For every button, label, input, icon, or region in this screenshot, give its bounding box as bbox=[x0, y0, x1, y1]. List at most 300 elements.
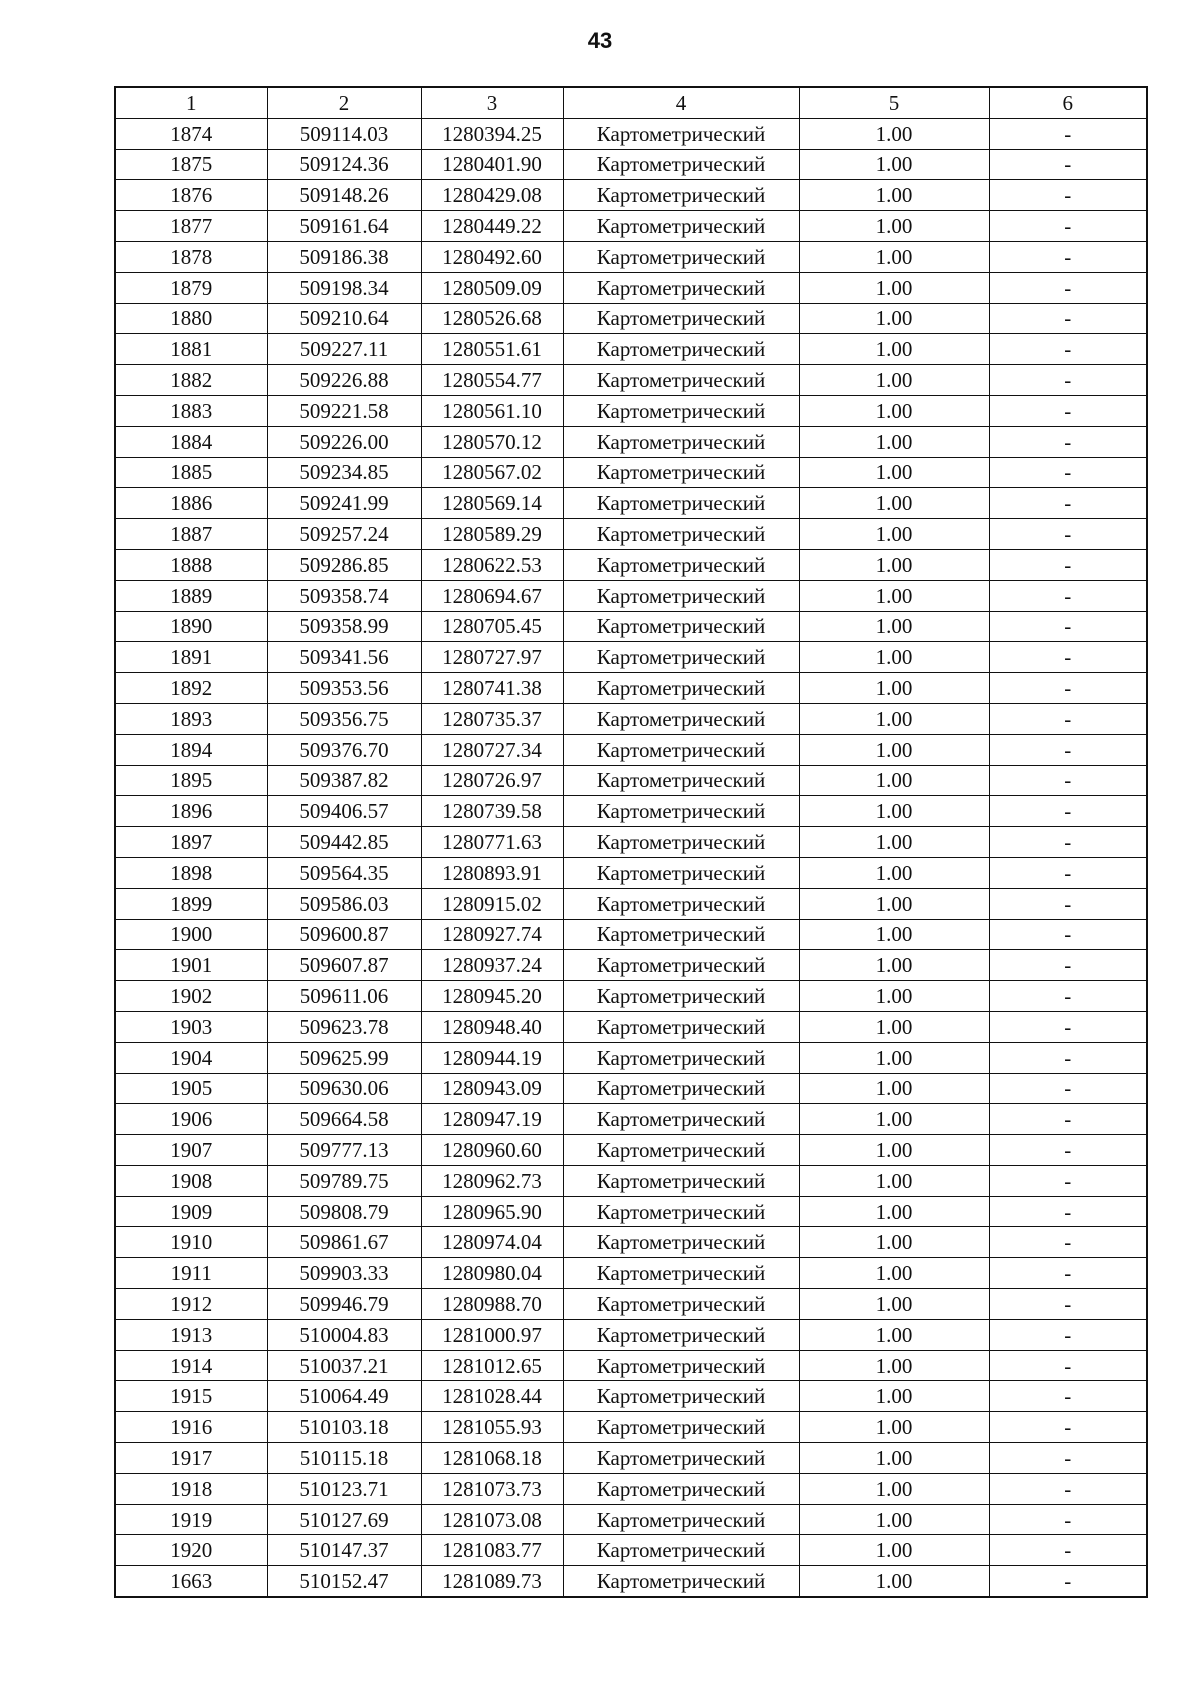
point-number-cell: 1920 bbox=[115, 1535, 267, 1566]
x-coordinate-cell: 509376.70 bbox=[267, 734, 421, 765]
description-cell: - bbox=[989, 1289, 1147, 1320]
point-number-cell: 1883 bbox=[115, 395, 267, 426]
point-number-cell: 1895 bbox=[115, 765, 267, 796]
description-cell: - bbox=[989, 1011, 1147, 1042]
x-coordinate-cell: 509286.85 bbox=[267, 549, 421, 580]
accuracy-cell: 1.00 bbox=[799, 241, 989, 272]
accuracy-cell: 1.00 bbox=[799, 1504, 989, 1535]
point-number-cell: 1910 bbox=[115, 1227, 267, 1258]
x-coordinate-cell: 509946.79 bbox=[267, 1289, 421, 1320]
description-cell: - bbox=[989, 1504, 1147, 1535]
accuracy-cell: 1.00 bbox=[799, 118, 989, 149]
point-number-cell: 1879 bbox=[115, 272, 267, 303]
accuracy-cell: 1.00 bbox=[799, 488, 989, 519]
method-cell: Картометрический bbox=[563, 1135, 799, 1166]
y-coordinate-cell: 1281028.44 bbox=[421, 1381, 563, 1412]
x-coordinate-cell: 509607.87 bbox=[267, 950, 421, 981]
y-coordinate-cell: 1280741.38 bbox=[421, 673, 563, 704]
method-cell: Картометрический bbox=[563, 765, 799, 796]
y-coordinate-cell: 1280570.12 bbox=[421, 426, 563, 457]
x-coordinate-cell: 509611.06 bbox=[267, 981, 421, 1012]
y-coordinate-cell: 1280554.77 bbox=[421, 365, 563, 396]
method-cell: Картометрический bbox=[563, 642, 799, 673]
point-number-cell: 1917 bbox=[115, 1443, 267, 1474]
point-number-cell: 1880 bbox=[115, 303, 267, 334]
point-number-cell: 1909 bbox=[115, 1196, 267, 1227]
description-cell: - bbox=[989, 519, 1147, 550]
table-row bbox=[115, 1381, 1147, 1412]
accuracy-cell: 1.00 bbox=[799, 365, 989, 396]
point-number-cell: 1913 bbox=[115, 1319, 267, 1350]
table-row bbox=[115, 149, 1147, 180]
point-number-cell: 1897 bbox=[115, 827, 267, 858]
x-coordinate-cell: 509356.75 bbox=[267, 703, 421, 734]
description-cell: - bbox=[989, 1319, 1147, 1350]
y-coordinate-cell: 1280739.58 bbox=[421, 796, 563, 827]
point-number-cell: 1906 bbox=[115, 1104, 267, 1135]
description-cell: - bbox=[989, 1443, 1147, 1474]
accuracy-cell: 1.00 bbox=[799, 457, 989, 488]
accuracy-cell: 1.00 bbox=[799, 1042, 989, 1073]
accuracy-cell: 1.00 bbox=[799, 1073, 989, 1104]
x-coordinate-cell: 509623.78 bbox=[267, 1011, 421, 1042]
table-row bbox=[115, 334, 1147, 365]
point-number-cell: 1885 bbox=[115, 457, 267, 488]
y-coordinate-cell: 1280771.63 bbox=[421, 827, 563, 858]
description-cell: - bbox=[989, 981, 1147, 1012]
table-row bbox=[115, 241, 1147, 272]
method-cell: Картометрический bbox=[563, 395, 799, 426]
header-col-6: 6 bbox=[989, 87, 1147, 118]
method-cell: Картометрический bbox=[563, 241, 799, 272]
point-number-cell: 1908 bbox=[115, 1165, 267, 1196]
point-number-cell: 1901 bbox=[115, 950, 267, 981]
method-cell: Картометрический bbox=[563, 1535, 799, 1566]
table-row bbox=[115, 1135, 1147, 1166]
description-cell: - bbox=[989, 211, 1147, 242]
point-number-cell: 1892 bbox=[115, 673, 267, 704]
table-row bbox=[115, 919, 1147, 950]
x-coordinate-cell: 509148.26 bbox=[267, 180, 421, 211]
table-row bbox=[115, 1073, 1147, 1104]
x-coordinate-cell: 509406.57 bbox=[267, 796, 421, 827]
y-coordinate-cell: 1281089.73 bbox=[421, 1566, 563, 1597]
method-cell: Картометрический bbox=[563, 1011, 799, 1042]
y-coordinate-cell: 1280526.68 bbox=[421, 303, 563, 334]
point-number-cell: 1903 bbox=[115, 1011, 267, 1042]
point-number-cell: 1882 bbox=[115, 365, 267, 396]
y-coordinate-cell: 1280948.40 bbox=[421, 1011, 563, 1042]
y-coordinate-cell: 1281083.77 bbox=[421, 1535, 563, 1566]
x-coordinate-cell: 509210.64 bbox=[267, 303, 421, 334]
y-coordinate-cell: 1280962.73 bbox=[421, 1165, 563, 1196]
table-row bbox=[115, 272, 1147, 303]
table-row bbox=[115, 796, 1147, 827]
point-number-cell: 1874 bbox=[115, 118, 267, 149]
description-cell: - bbox=[989, 888, 1147, 919]
description-cell: - bbox=[989, 395, 1147, 426]
y-coordinate-cell: 1280449.22 bbox=[421, 211, 563, 242]
table-row bbox=[115, 180, 1147, 211]
table-row bbox=[115, 1473, 1147, 1504]
accuracy-cell: 1.00 bbox=[799, 549, 989, 580]
accuracy-cell: 1.00 bbox=[799, 981, 989, 1012]
y-coordinate-cell: 1281073.73 bbox=[421, 1473, 563, 1504]
x-coordinate-cell: 509808.79 bbox=[267, 1196, 421, 1227]
table-row bbox=[115, 1412, 1147, 1443]
accuracy-cell: 1.00 bbox=[799, 1289, 989, 1320]
description-cell: - bbox=[989, 457, 1147, 488]
method-cell: Картометрический bbox=[563, 1073, 799, 1104]
accuracy-cell: 1.00 bbox=[799, 211, 989, 242]
y-coordinate-cell: 1280893.91 bbox=[421, 857, 563, 888]
method-cell: Картометрический bbox=[563, 1350, 799, 1381]
description-cell: - bbox=[989, 1227, 1147, 1258]
point-number-cell: 1915 bbox=[115, 1381, 267, 1412]
y-coordinate-cell: 1280394.25 bbox=[421, 118, 563, 149]
point-number-cell: 1889 bbox=[115, 580, 267, 611]
y-coordinate-cell: 1280401.90 bbox=[421, 149, 563, 180]
x-coordinate-cell: 509124.36 bbox=[267, 149, 421, 180]
method-cell: Картометрический bbox=[563, 211, 799, 242]
point-number-cell: 1899 bbox=[115, 888, 267, 919]
description-cell: - bbox=[989, 1042, 1147, 1073]
page-number: 43 bbox=[587, 28, 613, 53]
x-coordinate-cell: 509226.88 bbox=[267, 365, 421, 396]
table-row bbox=[115, 549, 1147, 580]
x-coordinate-cell: 509442.85 bbox=[267, 827, 421, 858]
method-cell: Картометрический bbox=[563, 919, 799, 950]
accuracy-cell: 1.00 bbox=[799, 950, 989, 981]
y-coordinate-cell: 1280727.97 bbox=[421, 642, 563, 673]
description-cell: - bbox=[989, 642, 1147, 673]
table-row bbox=[115, 1196, 1147, 1227]
x-coordinate-cell: 509161.64 bbox=[267, 211, 421, 242]
table-row bbox=[115, 981, 1147, 1012]
y-coordinate-cell: 1280974.04 bbox=[421, 1227, 563, 1258]
header-row bbox=[115, 87, 1147, 118]
y-coordinate-cell: 1280567.02 bbox=[421, 457, 563, 488]
x-coordinate-cell: 510115.18 bbox=[267, 1443, 421, 1474]
method-cell: Картометрический bbox=[563, 488, 799, 519]
method-cell: Картометрический bbox=[563, 1381, 799, 1412]
y-coordinate-cell: 1280492.60 bbox=[421, 241, 563, 272]
table-row bbox=[115, 673, 1147, 704]
description-cell: - bbox=[989, 1566, 1147, 1597]
x-coordinate-cell: 509564.35 bbox=[267, 857, 421, 888]
accuracy-cell: 1.00 bbox=[799, 1258, 989, 1289]
y-coordinate-cell: 1280551.61 bbox=[421, 334, 563, 365]
point-number-cell: 1898 bbox=[115, 857, 267, 888]
accuracy-cell: 1.00 bbox=[799, 519, 989, 550]
point-number-cell: 1884 bbox=[115, 426, 267, 457]
accuracy-cell: 1.00 bbox=[799, 303, 989, 334]
description-cell: - bbox=[989, 1196, 1147, 1227]
y-coordinate-cell: 1280727.34 bbox=[421, 734, 563, 765]
accuracy-cell: 1.00 bbox=[799, 1412, 989, 1443]
table-row bbox=[115, 1165, 1147, 1196]
x-coordinate-cell: 509221.58 bbox=[267, 395, 421, 426]
description-cell: - bbox=[989, 549, 1147, 580]
table-row bbox=[115, 1504, 1147, 1535]
accuracy-cell: 1.00 bbox=[799, 272, 989, 303]
description-cell: - bbox=[989, 180, 1147, 211]
accuracy-cell: 1.00 bbox=[799, 1104, 989, 1135]
description-cell: - bbox=[989, 303, 1147, 334]
description-cell: - bbox=[989, 827, 1147, 858]
x-coordinate-cell: 509341.56 bbox=[267, 642, 421, 673]
x-coordinate-cell: 509630.06 bbox=[267, 1073, 421, 1104]
point-number-cell: 1912 bbox=[115, 1289, 267, 1320]
point-number-cell: 1896 bbox=[115, 796, 267, 827]
header-col-1: 1 bbox=[115, 87, 267, 118]
description-cell: - bbox=[989, 1258, 1147, 1289]
table-row bbox=[115, 1319, 1147, 1350]
x-coordinate-cell: 509789.75 bbox=[267, 1165, 421, 1196]
description-cell: - bbox=[989, 241, 1147, 272]
accuracy-cell: 1.00 bbox=[799, 1350, 989, 1381]
x-coordinate-cell: 509777.13 bbox=[267, 1135, 421, 1166]
description-cell: - bbox=[989, 919, 1147, 950]
y-coordinate-cell: 1280945.20 bbox=[421, 981, 563, 1012]
y-coordinate-cell: 1280429.08 bbox=[421, 180, 563, 211]
table-row bbox=[115, 1042, 1147, 1073]
table-row bbox=[115, 642, 1147, 673]
table-row bbox=[115, 303, 1147, 334]
method-cell: Картометрический bbox=[563, 549, 799, 580]
x-coordinate-cell: 509226.00 bbox=[267, 426, 421, 457]
method-cell: Картометрический bbox=[563, 796, 799, 827]
x-coordinate-cell: 510123.71 bbox=[267, 1473, 421, 1504]
y-coordinate-cell: 1280569.14 bbox=[421, 488, 563, 519]
point-number-cell: 1914 bbox=[115, 1350, 267, 1381]
point-number-cell: 1916 bbox=[115, 1412, 267, 1443]
table-row bbox=[115, 118, 1147, 149]
point-number-cell: 1904 bbox=[115, 1042, 267, 1073]
method-cell: Картометрический bbox=[563, 149, 799, 180]
x-coordinate-cell: 510152.47 bbox=[267, 1566, 421, 1597]
description-cell: - bbox=[989, 857, 1147, 888]
description-cell: - bbox=[989, 611, 1147, 642]
method-cell: Картометрический bbox=[563, 519, 799, 550]
table-row bbox=[115, 1443, 1147, 1474]
table-row bbox=[115, 611, 1147, 642]
point-number-cell: 1887 bbox=[115, 519, 267, 550]
point-number-cell: 1663 bbox=[115, 1566, 267, 1597]
accuracy-cell: 1.00 bbox=[799, 611, 989, 642]
table-row bbox=[115, 734, 1147, 765]
table-row bbox=[115, 519, 1147, 550]
x-coordinate-cell: 509387.82 bbox=[267, 765, 421, 796]
description-cell: - bbox=[989, 334, 1147, 365]
description-cell: - bbox=[989, 796, 1147, 827]
point-number-cell: 1911 bbox=[115, 1258, 267, 1289]
description-cell: - bbox=[989, 149, 1147, 180]
method-cell: Картометрический bbox=[563, 365, 799, 396]
accuracy-cell: 1.00 bbox=[799, 1443, 989, 1474]
method-cell: Картометрический bbox=[563, 334, 799, 365]
x-coordinate-cell: 510147.37 bbox=[267, 1535, 421, 1566]
point-number-cell: 1878 bbox=[115, 241, 267, 272]
point-number-cell: 1919 bbox=[115, 1504, 267, 1535]
y-coordinate-cell: 1280965.90 bbox=[421, 1196, 563, 1227]
accuracy-cell: 1.00 bbox=[799, 1381, 989, 1412]
table-row bbox=[115, 1566, 1147, 1597]
y-coordinate-cell: 1280622.53 bbox=[421, 549, 563, 580]
coordinates-table bbox=[114, 86, 1148, 1598]
point-number-cell: 1876 bbox=[115, 180, 267, 211]
accuracy-cell: 1.00 bbox=[799, 796, 989, 827]
x-coordinate-cell: 509600.87 bbox=[267, 919, 421, 950]
table-row bbox=[115, 950, 1147, 981]
method-cell: Картометрический bbox=[563, 1227, 799, 1258]
table-row bbox=[115, 827, 1147, 858]
y-coordinate-cell: 1280589.29 bbox=[421, 519, 563, 550]
y-coordinate-cell: 1280937.24 bbox=[421, 950, 563, 981]
point-number-cell: 1881 bbox=[115, 334, 267, 365]
y-coordinate-cell: 1280960.60 bbox=[421, 1135, 563, 1166]
point-number-cell: 1893 bbox=[115, 703, 267, 734]
x-coordinate-cell: 509257.24 bbox=[267, 519, 421, 550]
accuracy-cell: 1.00 bbox=[799, 149, 989, 180]
accuracy-cell: 1.00 bbox=[799, 827, 989, 858]
x-coordinate-cell: 510037.21 bbox=[267, 1350, 421, 1381]
x-coordinate-cell: 509358.74 bbox=[267, 580, 421, 611]
x-coordinate-cell: 509234.85 bbox=[267, 457, 421, 488]
description-cell: - bbox=[989, 426, 1147, 457]
x-coordinate-cell: 509186.38 bbox=[267, 241, 421, 272]
y-coordinate-cell: 1280943.09 bbox=[421, 1073, 563, 1104]
x-coordinate-cell: 510004.83 bbox=[267, 1319, 421, 1350]
table-row bbox=[115, 395, 1147, 426]
method-cell: Картометрический bbox=[563, 827, 799, 858]
accuracy-cell: 1.00 bbox=[799, 1196, 989, 1227]
accuracy-cell: 1.00 bbox=[799, 673, 989, 704]
table-row bbox=[115, 765, 1147, 796]
accuracy-cell: 1.00 bbox=[799, 919, 989, 950]
method-cell: Картометрический bbox=[563, 703, 799, 734]
y-coordinate-cell: 1280944.19 bbox=[421, 1042, 563, 1073]
method-cell: Картометрический bbox=[563, 611, 799, 642]
description-cell: - bbox=[989, 673, 1147, 704]
table-row bbox=[115, 1535, 1147, 1566]
description-cell: - bbox=[989, 580, 1147, 611]
description-cell: - bbox=[989, 272, 1147, 303]
method-cell: Картометрический bbox=[563, 1473, 799, 1504]
table-row bbox=[115, 1104, 1147, 1135]
y-coordinate-cell: 1281000.97 bbox=[421, 1319, 563, 1350]
accuracy-cell: 1.00 bbox=[799, 1535, 989, 1566]
description-cell: - bbox=[989, 765, 1147, 796]
description-cell: - bbox=[989, 703, 1147, 734]
accuracy-cell: 1.00 bbox=[799, 1135, 989, 1166]
y-coordinate-cell: 1280927.74 bbox=[421, 919, 563, 950]
method-cell: Картометрический bbox=[563, 1104, 799, 1135]
table-row bbox=[115, 457, 1147, 488]
table-row bbox=[115, 211, 1147, 242]
accuracy-cell: 1.00 bbox=[799, 580, 989, 611]
table-row bbox=[115, 888, 1147, 919]
accuracy-cell: 1.00 bbox=[799, 180, 989, 211]
y-coordinate-cell: 1280509.09 bbox=[421, 272, 563, 303]
accuracy-cell: 1.00 bbox=[799, 1011, 989, 1042]
accuracy-cell: 1.00 bbox=[799, 1319, 989, 1350]
table-row bbox=[115, 488, 1147, 519]
y-coordinate-cell: 1280980.04 bbox=[421, 1258, 563, 1289]
method-cell: Картометрический bbox=[563, 1042, 799, 1073]
table-header bbox=[115, 87, 1147, 118]
y-coordinate-cell: 1280735.37 bbox=[421, 703, 563, 734]
accuracy-cell: 1.00 bbox=[799, 1165, 989, 1196]
method-cell: Картометрический bbox=[563, 1196, 799, 1227]
point-number-cell: 1918 bbox=[115, 1473, 267, 1504]
x-coordinate-cell: 510064.49 bbox=[267, 1381, 421, 1412]
accuracy-cell: 1.00 bbox=[799, 765, 989, 796]
x-coordinate-cell: 509198.34 bbox=[267, 272, 421, 303]
point-number-cell: 1891 bbox=[115, 642, 267, 673]
x-coordinate-cell: 510127.69 bbox=[267, 1504, 421, 1535]
accuracy-cell: 1.00 bbox=[799, 642, 989, 673]
point-number-cell: 1905 bbox=[115, 1073, 267, 1104]
accuracy-cell: 1.00 bbox=[799, 395, 989, 426]
method-cell: Картометрический bbox=[563, 1443, 799, 1474]
method-cell: Картометрический bbox=[563, 1289, 799, 1320]
accuracy-cell: 1.00 bbox=[799, 734, 989, 765]
point-number-cell: 1888 bbox=[115, 549, 267, 580]
point-number-cell: 1894 bbox=[115, 734, 267, 765]
accuracy-cell: 1.00 bbox=[799, 426, 989, 457]
accuracy-cell: 1.00 bbox=[799, 1566, 989, 1597]
method-cell: Картометрический bbox=[563, 272, 799, 303]
table-row bbox=[115, 703, 1147, 734]
method-cell: Картометрический bbox=[563, 950, 799, 981]
x-coordinate-cell: 509358.99 bbox=[267, 611, 421, 642]
header-col-4: 4 bbox=[563, 87, 799, 118]
table-row bbox=[115, 1258, 1147, 1289]
y-coordinate-cell: 1280947.19 bbox=[421, 1104, 563, 1135]
description-cell: - bbox=[989, 1535, 1147, 1566]
table-row bbox=[115, 857, 1147, 888]
method-cell: Картометрический bbox=[563, 118, 799, 149]
description-cell: - bbox=[989, 1412, 1147, 1443]
accuracy-cell: 1.00 bbox=[799, 703, 989, 734]
method-cell: Картометрический bbox=[563, 1165, 799, 1196]
description-cell: - bbox=[989, 1381, 1147, 1412]
table-row bbox=[115, 1289, 1147, 1320]
table-row bbox=[115, 365, 1147, 396]
method-cell: Картометрический bbox=[563, 673, 799, 704]
description-cell: - bbox=[989, 1135, 1147, 1166]
point-number-cell: 1886 bbox=[115, 488, 267, 519]
point-number-cell: 1900 bbox=[115, 919, 267, 950]
x-coordinate-cell: 509903.33 bbox=[267, 1258, 421, 1289]
method-cell: Картометрический bbox=[563, 1504, 799, 1535]
point-number-cell: 1890 bbox=[115, 611, 267, 642]
x-coordinate-cell: 509625.99 bbox=[267, 1042, 421, 1073]
accuracy-cell: 1.00 bbox=[799, 1473, 989, 1504]
y-coordinate-cell: 1280694.67 bbox=[421, 580, 563, 611]
table-row bbox=[115, 1011, 1147, 1042]
method-cell: Картометрический bbox=[563, 857, 799, 888]
header-col-2: 2 bbox=[267, 87, 421, 118]
method-cell: Картометрический bbox=[563, 888, 799, 919]
y-coordinate-cell: 1281073.08 bbox=[421, 1504, 563, 1535]
point-number-cell: 1875 bbox=[115, 149, 267, 180]
point-number-cell: 1902 bbox=[115, 981, 267, 1012]
method-cell: Картометрический bbox=[563, 303, 799, 334]
description-cell: - bbox=[989, 950, 1147, 981]
y-coordinate-cell: 1281055.93 bbox=[421, 1412, 563, 1443]
